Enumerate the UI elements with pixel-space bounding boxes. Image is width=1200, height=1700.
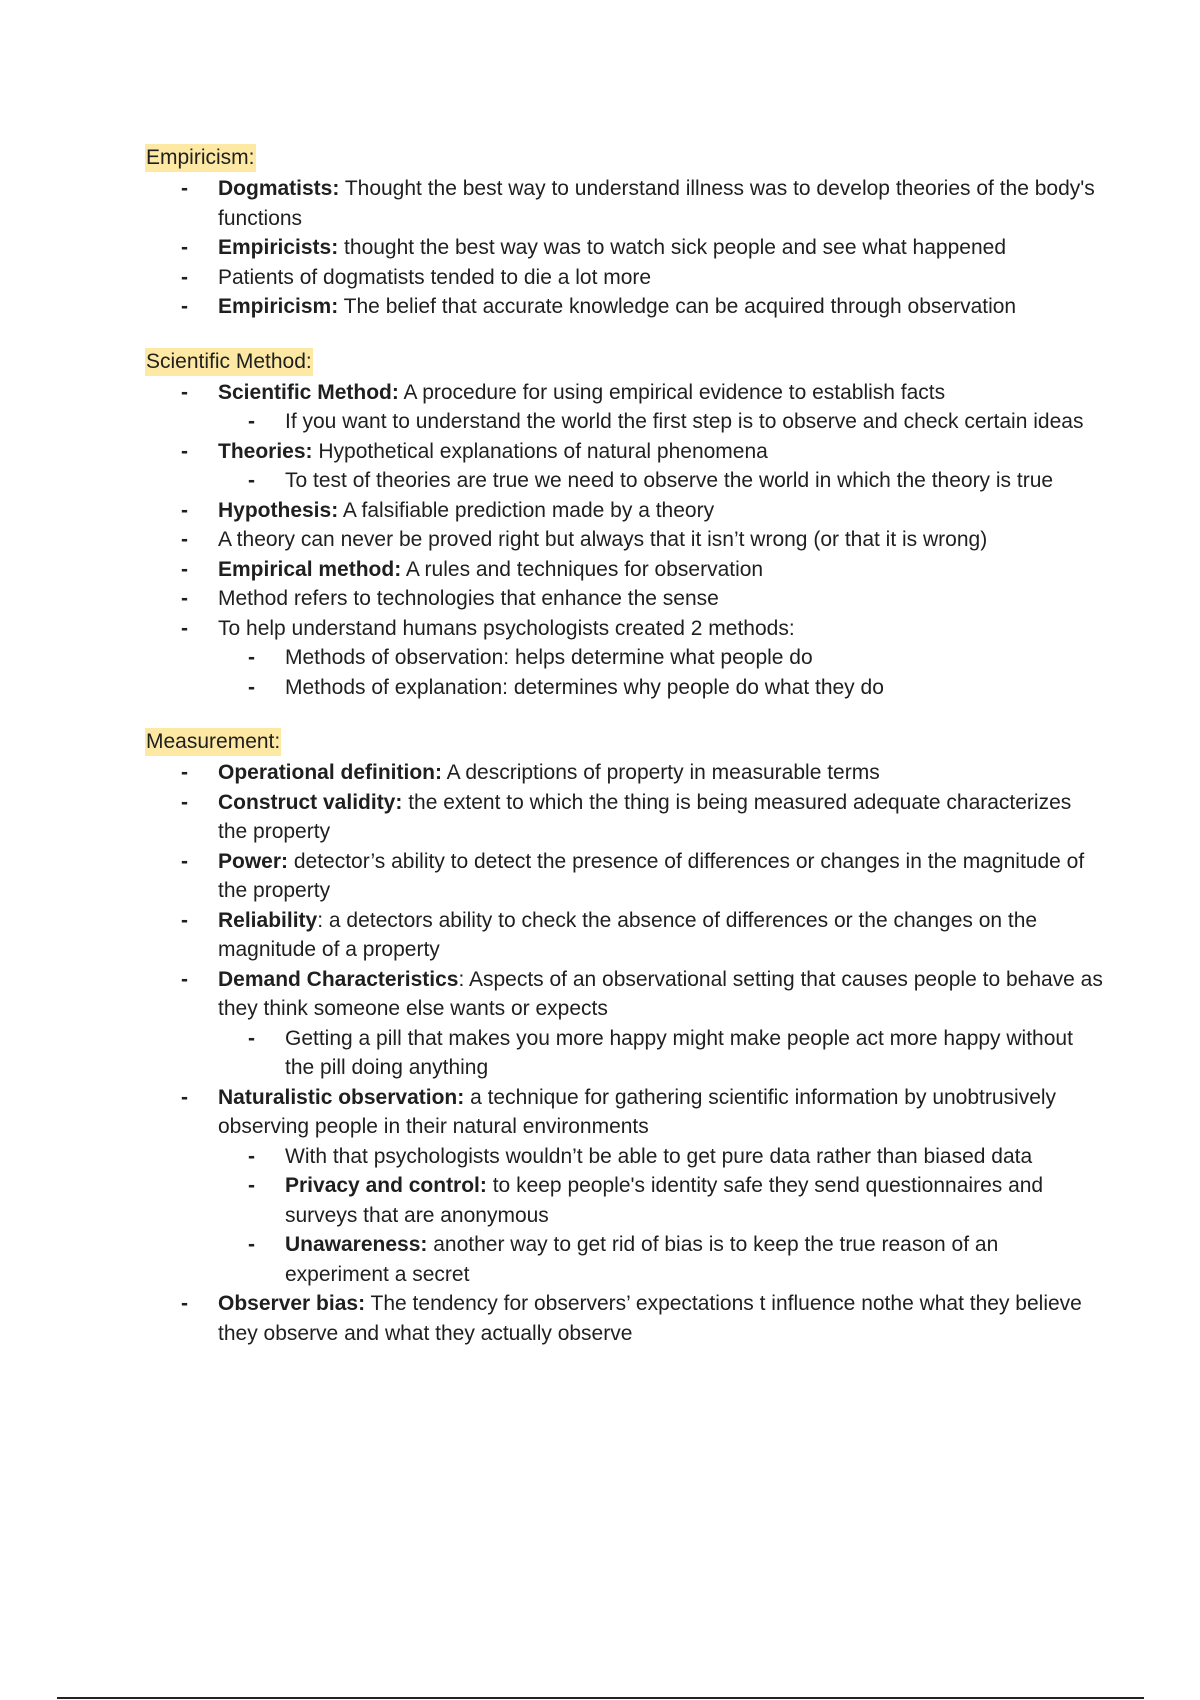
item-text: A procedure for using empirical evidence to establish facts xyxy=(398,380,946,404)
bullet-dash: - xyxy=(181,761,188,784)
item-text: to keep people's identity safe they send questionnaires and surveys that are anonymous xyxy=(285,1174,1044,1227)
item-text: the extent to which the thing is being measured adequate characterizes the property xyxy=(218,790,1072,843)
item-text: Methods of explanation: determines why people do what they do xyxy=(285,675,884,699)
term-label: Unawareness: xyxy=(285,1233,428,1256)
term-label: Operational definition: xyxy=(218,761,442,784)
item-text: Getting a pill that makes you more happy might make people act more happy without the pill doing anything xyxy=(285,1026,1073,1079)
item-text: To test of theories are true we need to observe the world in which the theory is true xyxy=(285,469,1054,492)
item-text: : Aspects of an observational setting that causes people to behave as they think someone else wants or expects xyxy=(218,967,1103,1020)
bullet-dash: - xyxy=(248,1144,255,1168)
list-item xyxy=(145,584,1105,614)
bullet-list xyxy=(145,174,1105,322)
bullet-list xyxy=(145,758,1105,1348)
bullet-dash: - xyxy=(248,469,255,492)
item-text: A descriptions of property in measurable terms xyxy=(442,761,880,784)
section xyxy=(145,728,1105,1348)
sub-list-item xyxy=(212,643,1105,673)
term-label: Power: xyxy=(218,849,289,873)
document-content xyxy=(145,144,1105,1374)
term-label: Empiricism: xyxy=(218,295,339,318)
list-item xyxy=(145,437,1105,467)
bullet-dash: - xyxy=(181,177,188,200)
bullet-dash: - xyxy=(181,439,188,463)
bullet-dash: - xyxy=(181,616,188,640)
bullet-dash: - xyxy=(248,646,255,669)
section-heading: Measurement: xyxy=(145,728,281,756)
sub-list-container xyxy=(145,407,1105,437)
section-heading: Empiricism: xyxy=(145,144,256,172)
sub-list-item xyxy=(212,1024,1105,1083)
item-text: Patients of dogmatists tended to die a lot more xyxy=(218,265,652,289)
sub-list-item xyxy=(212,1171,1105,1230)
bullet-dash: - xyxy=(181,295,188,318)
item-text: A theory can never be proved right but always that it isn’t wrong (or that it is wrong) xyxy=(218,528,988,551)
item-text: Methods of observation: helps determine what people do xyxy=(285,646,813,669)
list-item xyxy=(145,788,1105,847)
sub-list-item xyxy=(212,673,1105,703)
term-label: Empiricists: xyxy=(218,236,339,259)
bullet-dash: - xyxy=(248,1026,255,1050)
sub-bullet-list xyxy=(212,466,1105,496)
sub-list-container xyxy=(145,466,1105,496)
item-text: another way to get rid of bias is to keep the true reason of an experiment a secret xyxy=(285,1233,999,1286)
sub-list-item xyxy=(212,407,1105,437)
term-label: Naturalistic observation: xyxy=(218,1085,465,1109)
item-text: If you want to understand the world the first step is to observe and check certain ideas xyxy=(285,410,1084,433)
item-text: Method refers to technologies that enhance the sense xyxy=(218,587,719,610)
list-item xyxy=(145,1083,1105,1142)
section xyxy=(145,348,1105,703)
list-item xyxy=(145,496,1105,526)
list-item xyxy=(145,263,1105,293)
term-label: Scientific Method: xyxy=(218,380,399,404)
bullet-dash: - xyxy=(181,265,188,289)
bullet-dash: - xyxy=(181,849,188,873)
bullet-dash: - xyxy=(181,967,188,991)
list-item xyxy=(145,906,1105,965)
bullet-dash: - xyxy=(248,675,255,699)
item-text: a technique for gathering scientific information by unobtrusively observing people in their natural environments xyxy=(218,1085,1057,1138)
list-item xyxy=(145,847,1105,906)
sub-bullet-list xyxy=(212,1142,1105,1290)
bullet-dash: - xyxy=(181,908,188,932)
term-label: Privacy and control: xyxy=(285,1174,487,1197)
term-label: Hypothesis: xyxy=(218,498,339,522)
bullet-dash: - xyxy=(181,557,188,581)
item-text: : a detectors ability to check the absence of differences or the changes on the magnitude of a property xyxy=(218,908,1038,961)
section xyxy=(145,144,1105,322)
item-text: To help understand humans psychologists created 2 methods: xyxy=(218,616,795,640)
list-item xyxy=(145,378,1105,408)
sub-list-item xyxy=(212,1230,1105,1289)
bullet-dash: - xyxy=(181,1292,188,1315)
item-text: A falsifiable prediction made by a theory xyxy=(338,498,715,522)
term-label: Demand Characteristics xyxy=(218,967,459,991)
list-item xyxy=(145,965,1105,1024)
bullet-dash: - xyxy=(181,1085,188,1109)
term-label: Construct validity: xyxy=(218,790,403,814)
page-bottom-rule xyxy=(57,1697,1144,1699)
list-item xyxy=(145,555,1105,585)
bullet-dash: - xyxy=(248,410,255,433)
sub-list-item xyxy=(212,466,1105,496)
sub-list-container xyxy=(145,643,1105,702)
sub-list-container xyxy=(145,1024,1105,1083)
list-item xyxy=(145,292,1105,322)
term-label: Observer bias: xyxy=(218,1292,366,1315)
bullet-list xyxy=(145,378,1105,703)
list-item xyxy=(145,174,1105,233)
item-text: With that psychologists wouldn’t be able to get pure data rather than biased data xyxy=(285,1144,1033,1168)
sub-list-item xyxy=(212,1142,1105,1172)
bullet-dash: - xyxy=(181,587,188,610)
bullet-dash: - xyxy=(181,380,188,404)
list-item xyxy=(145,614,1105,644)
sub-list-container xyxy=(145,1142,1105,1290)
item-text: Hypothetical explanations of natural phenomena xyxy=(312,439,768,463)
sub-bullet-list xyxy=(212,1024,1105,1083)
bullet-dash: - xyxy=(181,498,188,522)
bullet-dash: - xyxy=(181,528,188,551)
term-label: Dogmatists: xyxy=(218,177,340,200)
bullet-dash: - xyxy=(181,790,188,814)
sub-bullet-list xyxy=(212,643,1105,702)
item-text: Thought the best way to understand illness was to develop theories of the body's functions xyxy=(218,177,1095,230)
item-text: The tendency for observers’ expectations t influence nothe what they believe they observe and what they actually observe xyxy=(218,1292,1082,1345)
term-label: Reliability xyxy=(218,908,318,932)
bullet-dash: - xyxy=(181,236,188,259)
term-label: Empirical method: xyxy=(218,557,402,581)
item-text: detector’s ability to detect the presence of differences or changes in the magnitude of the property xyxy=(218,849,1085,902)
bullet-dash: - xyxy=(248,1174,255,1197)
item-text: The belief that accurate knowledge can be acquired through observation xyxy=(338,295,1017,318)
list-item xyxy=(145,525,1105,555)
bullet-dash: - xyxy=(248,1233,255,1256)
term-label: Theories: xyxy=(218,439,313,463)
item-text: thought the best way was to watch sick people and see what happened xyxy=(338,236,1006,259)
list-item xyxy=(145,233,1105,263)
list-item xyxy=(145,1289,1105,1348)
sub-bullet-list xyxy=(212,407,1105,437)
section-heading: Scientific Method: xyxy=(145,348,313,376)
item-text: A rules and techniques for observation xyxy=(401,557,764,581)
list-item xyxy=(145,758,1105,788)
